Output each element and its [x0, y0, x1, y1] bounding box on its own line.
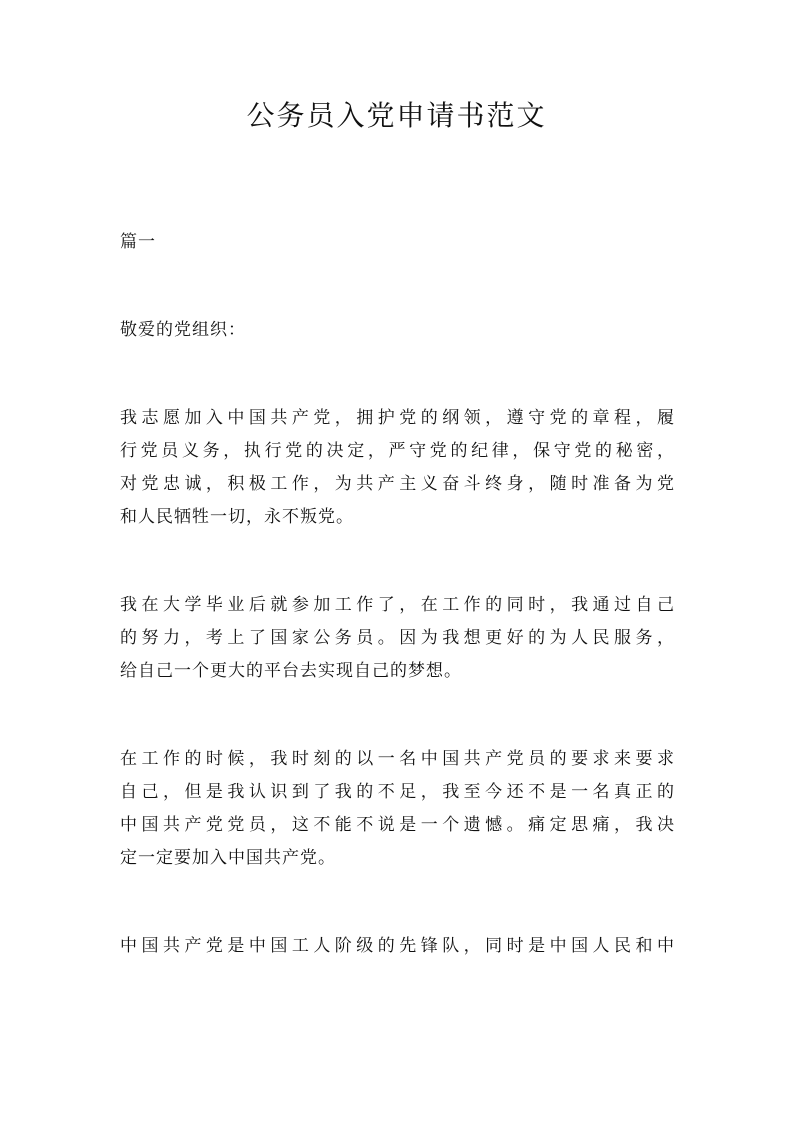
paragraph-line: 的努力，考上了国家公务员。因为我想更好的为人民服务， — [120, 628, 675, 648]
paragraph-line: 中国共产党党员，这不能不说是一个遗憾。痛定思痛，我决 — [120, 815, 675, 835]
paragraph-1 — [120, 402, 675, 534]
paragraph-line: 定一定要加入中国共产党。 — [120, 848, 336, 868]
paragraph-line: 对党忠诚，积极工作，为共产主义奋斗终身，随时准备为党 — [120, 474, 675, 494]
salutation-block — [120, 314, 675, 347]
paragraph-2 — [120, 589, 675, 688]
paragraph-line: 给自己一个更大的平台去实现自己的梦想。 — [120, 661, 462, 681]
paragraph-3 — [120, 743, 675, 875]
paragraph-line: 我在大学毕业后就参加工作了，在工作的同时，我通过自己 — [120, 595, 675, 615]
document-title: 公务员入党申请书范文 — [246, 99, 547, 132]
paragraph-line: 行党员义务，执行党的决定，严守党的纪律，保守党的秘密， — [120, 441, 675, 461]
paragraph-4 — [120, 930, 675, 963]
paragraph-line: 中国共产党是中国工人阶级的先锋队，同时是中国人民和中 — [120, 936, 675, 956]
paragraph-line: 在工作的时候，我时刻的以一名中国共产党员的要求来要求 — [120, 749, 675, 769]
paragraph-line: 我志愿加入中国共产党，拥护党的纲领，遵守党的章程，履 — [120, 408, 675, 428]
section-label: 篇一 — [120, 232, 156, 252]
document-body — [120, 226, 675, 1018]
paragraph-line: 自己，但是我认识到了我的不足，我至今还不是一名真正的 — [120, 782, 675, 802]
paragraph-line: 和人民牺牲一切，永不叛党。 — [120, 507, 354, 527]
salutation: 敬爱的党组织： — [120, 320, 246, 340]
section-label-block — [120, 226, 675, 259]
